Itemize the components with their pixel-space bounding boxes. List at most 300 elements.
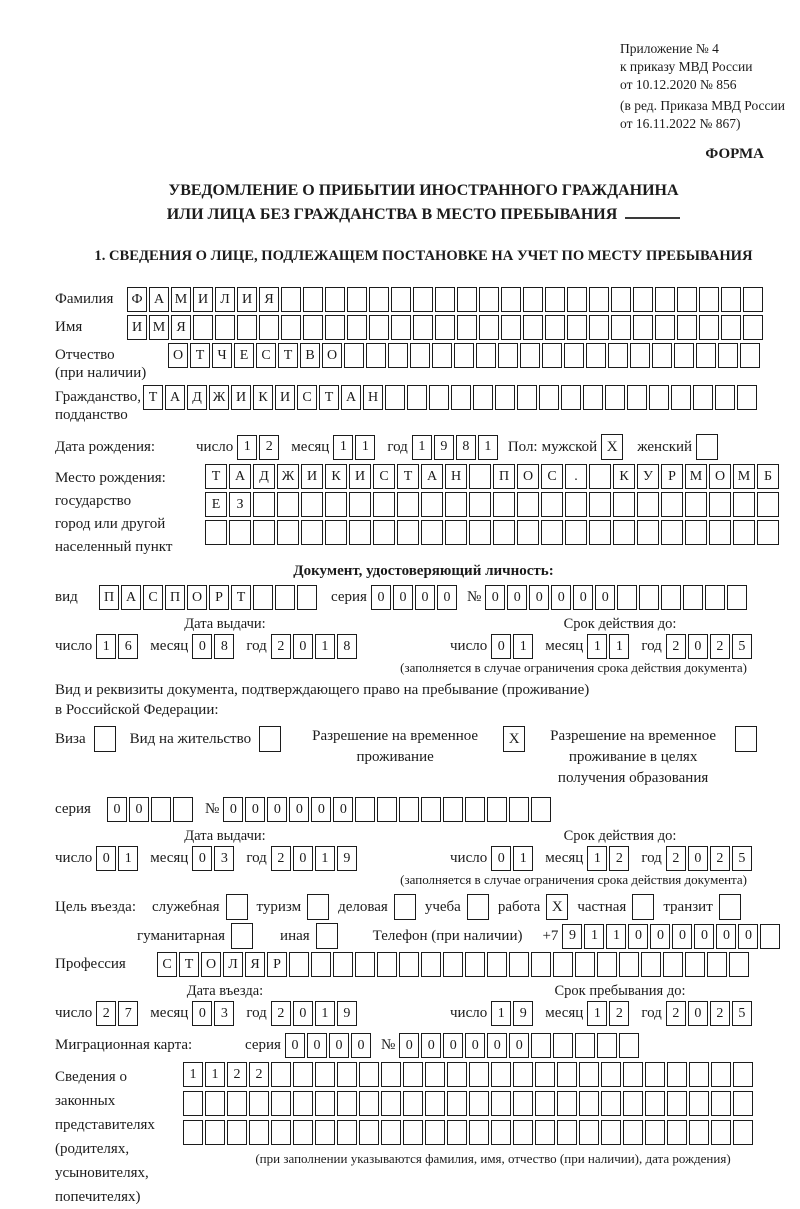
char-box[interactable]: 9 — [337, 846, 357, 871]
char-box[interactable]: 0 — [672, 924, 692, 949]
char-box[interactable]: 0 — [628, 924, 648, 949]
char-box[interactable]: О — [517, 464, 539, 489]
char-box[interactable] — [501, 315, 521, 340]
char-box[interactable] — [729, 952, 749, 977]
char-box[interactable] — [553, 952, 573, 977]
char-box[interactable]: 1 — [584, 924, 604, 949]
char-box[interactable]: 2 — [271, 1001, 291, 1026]
char-box[interactable] — [565, 492, 587, 517]
char-box[interactable]: П — [165, 585, 185, 610]
char-box[interactable] — [493, 492, 515, 517]
char-box[interactable] — [253, 585, 273, 610]
char-box[interactable]: 5 — [732, 634, 752, 659]
char-box[interactable]: И — [349, 464, 371, 489]
char-box[interactable] — [523, 315, 543, 340]
char-box[interactable]: 0 — [716, 924, 736, 949]
char-box[interactable]: 2 — [271, 846, 291, 871]
char-box[interactable] — [271, 1091, 291, 1116]
char-box[interactable]: Т — [397, 464, 419, 489]
char-box[interactable]: С — [541, 464, 563, 489]
char-box[interactable] — [293, 1062, 313, 1087]
char-box[interactable] — [557, 1120, 577, 1145]
char-box[interactable] — [553, 1033, 573, 1058]
char-box[interactable] — [495, 385, 515, 410]
char-box[interactable] — [608, 343, 628, 368]
char-box[interactable] — [520, 343, 540, 368]
char-box[interactable]: 0 — [107, 797, 127, 822]
char-box[interactable] — [303, 287, 323, 312]
char-box[interactable]: 3 — [214, 846, 234, 871]
char-box[interactable]: 1 — [315, 846, 335, 871]
char-box[interactable]: Н — [363, 385, 383, 410]
char-box[interactable]: 2 — [666, 846, 686, 871]
char-box[interactable] — [541, 520, 563, 545]
char-box[interactable]: 8 — [214, 634, 234, 659]
char-box[interactable] — [293, 1091, 313, 1116]
transit-checkbox[interactable] — [719, 894, 741, 920]
char-box[interactable] — [325, 520, 347, 545]
char-box[interactable] — [711, 1120, 731, 1145]
char-box[interactable] — [619, 1033, 639, 1058]
char-box[interactable] — [447, 1091, 467, 1116]
char-box[interactable] — [589, 315, 609, 340]
char-box[interactable]: О — [168, 343, 188, 368]
char-box[interactable]: З — [229, 492, 251, 517]
char-box[interactable] — [445, 492, 467, 517]
char-box[interactable] — [253, 520, 275, 545]
char-box[interactable] — [205, 1091, 225, 1116]
char-box[interactable] — [253, 492, 275, 517]
char-box[interactable]: 1 — [412, 435, 432, 460]
char-box[interactable]: 0 — [509, 1033, 529, 1058]
char-box[interactable] — [627, 385, 647, 410]
char-box[interactable] — [699, 315, 719, 340]
char-box[interactable]: 0 — [289, 797, 309, 822]
char-box[interactable]: А — [165, 385, 185, 410]
char-box[interactable]: Т — [190, 343, 210, 368]
char-box[interactable] — [557, 1062, 577, 1087]
char-box[interactable]: 0 — [485, 585, 505, 610]
char-box[interactable]: 0 — [192, 1001, 212, 1026]
char-box[interactable] — [513, 1091, 533, 1116]
char-box[interactable] — [733, 1120, 753, 1145]
char-box[interactable] — [721, 287, 741, 312]
char-box[interactable] — [699, 287, 719, 312]
char-box[interactable] — [619, 952, 639, 977]
char-box[interactable] — [432, 343, 452, 368]
char-box[interactable] — [611, 315, 631, 340]
char-box[interactable]: . — [565, 464, 587, 489]
char-box[interactable]: 0 — [293, 846, 313, 871]
char-box[interactable]: 0 — [393, 585, 413, 610]
char-box[interactable] — [711, 1062, 731, 1087]
char-box[interactable]: 1 — [513, 634, 533, 659]
char-box[interactable] — [685, 952, 705, 977]
char-box[interactable]: 5 — [732, 846, 752, 871]
char-box[interactable] — [707, 952, 727, 977]
private-checkbox[interactable] — [632, 894, 654, 920]
char-box[interactable] — [347, 287, 367, 312]
char-box[interactable] — [271, 1120, 291, 1145]
char-box[interactable] — [743, 287, 763, 312]
char-box[interactable] — [589, 287, 609, 312]
char-box[interactable]: 8 — [337, 634, 357, 659]
char-box[interactable] — [473, 385, 493, 410]
char-box[interactable] — [447, 1120, 467, 1145]
char-box[interactable]: 0 — [192, 634, 212, 659]
char-box[interactable] — [469, 520, 491, 545]
char-box[interactable] — [715, 385, 735, 410]
char-box[interactable] — [589, 464, 611, 489]
char-box[interactable] — [623, 1062, 643, 1087]
char-box[interactable] — [377, 952, 397, 977]
char-box[interactable] — [535, 1091, 555, 1116]
char-box[interactable]: П — [493, 464, 515, 489]
char-box[interactable]: 0 — [688, 846, 708, 871]
char-box[interactable] — [531, 797, 551, 822]
char-box[interactable]: 9 — [513, 1001, 533, 1026]
char-box[interactable] — [337, 1120, 357, 1145]
char-box[interactable]: 1 — [118, 846, 138, 871]
char-box[interactable] — [667, 1062, 687, 1087]
char-box[interactable]: 2 — [710, 634, 730, 659]
char-box[interactable] — [293, 1120, 313, 1145]
char-box[interactable] — [476, 343, 496, 368]
char-box[interactable] — [421, 520, 443, 545]
char-box[interactable]: Е — [234, 343, 254, 368]
study-checkbox[interactable] — [467, 894, 489, 920]
char-box[interactable]: 2 — [271, 634, 291, 659]
char-box[interactable]: И — [237, 287, 257, 312]
char-box[interactable] — [205, 1120, 225, 1145]
char-box[interactable] — [403, 1062, 423, 1087]
char-box[interactable]: 2 — [609, 846, 629, 871]
char-box[interactable] — [517, 492, 539, 517]
char-box[interactable] — [685, 492, 707, 517]
char-box[interactable]: Я — [259, 287, 279, 312]
char-box[interactable]: 0 — [415, 585, 435, 610]
char-box[interactable]: М — [733, 464, 755, 489]
char-box[interactable] — [469, 1120, 489, 1145]
char-box[interactable] — [740, 343, 760, 368]
char-box[interactable]: С — [143, 585, 163, 610]
char-box[interactable] — [667, 1120, 687, 1145]
char-box[interactable] — [479, 315, 499, 340]
char-box[interactable] — [517, 385, 537, 410]
char-box[interactable] — [454, 343, 474, 368]
char-box[interactable] — [661, 585, 681, 610]
char-box[interactable]: И — [275, 385, 295, 410]
char-box[interactable] — [399, 797, 419, 822]
char-box[interactable]: 6 — [118, 634, 138, 659]
char-box[interactable] — [567, 315, 587, 340]
residence-permit-checkbox[interactable] — [259, 726, 281, 752]
char-box[interactable] — [623, 1120, 643, 1145]
char-box[interactable] — [344, 343, 364, 368]
char-box[interactable] — [579, 1091, 599, 1116]
char-box[interactable]: 0 — [293, 634, 313, 659]
char-box[interactable]: 0 — [96, 846, 116, 871]
char-box[interactable] — [677, 287, 697, 312]
char-box[interactable] — [397, 492, 419, 517]
char-box[interactable] — [613, 492, 635, 517]
char-box[interactable] — [465, 797, 485, 822]
char-box[interactable] — [355, 952, 375, 977]
char-box[interactable]: С — [297, 385, 317, 410]
char-box[interactable] — [677, 315, 697, 340]
char-box[interactable] — [685, 520, 707, 545]
char-box[interactable]: 1 — [587, 846, 607, 871]
char-box[interactable] — [487, 797, 507, 822]
char-box[interactable]: И — [127, 315, 147, 340]
char-box[interactable] — [215, 315, 235, 340]
char-box[interactable] — [523, 287, 543, 312]
char-box[interactable]: 2 — [96, 1001, 116, 1026]
char-box[interactable]: 0 — [573, 585, 593, 610]
char-box[interactable] — [469, 464, 491, 489]
char-box[interactable] — [337, 1062, 357, 1087]
char-box[interactable]: 1 — [333, 435, 353, 460]
char-box[interactable] — [671, 385, 691, 410]
tourism-checkbox[interactable] — [307, 894, 329, 920]
char-box[interactable]: 1 — [609, 634, 629, 659]
char-box[interactable] — [421, 797, 441, 822]
char-box[interactable]: 0 — [245, 797, 265, 822]
char-box[interactable] — [381, 1091, 401, 1116]
char-box[interactable]: 1 — [491, 1001, 511, 1026]
char-box[interactable]: 0 — [507, 585, 527, 610]
char-box[interactable]: 0 — [694, 924, 714, 949]
char-box[interactable] — [397, 520, 419, 545]
work-checkbox[interactable]: X — [546, 894, 568, 920]
char-box[interactable] — [721, 315, 741, 340]
char-box[interactable]: 0 — [223, 797, 243, 822]
char-box[interactable]: 0 — [399, 1033, 419, 1058]
char-box[interactable] — [633, 287, 653, 312]
char-box[interactable]: 2 — [666, 1001, 686, 1026]
char-box[interactable]: Ч — [212, 343, 232, 368]
char-box[interactable]: 0 — [307, 1033, 327, 1058]
char-box[interactable]: А — [421, 464, 443, 489]
char-box[interactable] — [385, 385, 405, 410]
official-checkbox[interactable] — [226, 894, 248, 920]
char-box[interactable]: Е — [205, 492, 227, 517]
char-box[interactable] — [469, 1091, 489, 1116]
char-box[interactable]: Б — [757, 464, 779, 489]
char-box[interactable] — [391, 315, 411, 340]
char-box[interactable] — [457, 287, 477, 312]
char-box[interactable] — [655, 287, 675, 312]
char-box[interactable] — [509, 952, 529, 977]
char-box[interactable] — [737, 385, 757, 410]
char-box[interactable] — [633, 315, 653, 340]
char-box[interactable]: 0 — [491, 846, 511, 871]
char-box[interactable] — [333, 952, 353, 977]
char-box[interactable]: 7 — [118, 1001, 138, 1026]
char-box[interactable] — [637, 520, 659, 545]
char-box[interactable] — [733, 492, 755, 517]
char-box[interactable]: 0 — [487, 1033, 507, 1058]
char-box[interactable] — [391, 287, 411, 312]
char-box[interactable] — [465, 952, 485, 977]
char-box[interactable] — [421, 492, 443, 517]
char-box[interactable] — [407, 385, 427, 410]
char-box[interactable] — [259, 315, 279, 340]
char-box[interactable]: 1 — [513, 846, 533, 871]
char-box[interactable] — [381, 1062, 401, 1087]
char-box[interactable]: С — [256, 343, 276, 368]
char-box[interactable] — [421, 952, 441, 977]
char-box[interactable] — [303, 315, 323, 340]
char-box[interactable]: Т — [278, 343, 298, 368]
char-box[interactable]: 0 — [688, 634, 708, 659]
char-box[interactable] — [575, 952, 595, 977]
char-box[interactable]: 0 — [129, 797, 149, 822]
char-box[interactable]: 2 — [259, 435, 279, 460]
char-box[interactable]: Р — [661, 464, 683, 489]
char-box[interactable] — [743, 315, 763, 340]
char-box[interactable] — [727, 585, 747, 610]
char-box[interactable] — [493, 520, 515, 545]
sex-female-checkbox[interactable] — [696, 434, 718, 460]
char-box[interactable] — [443, 952, 463, 977]
char-box[interactable]: А — [121, 585, 141, 610]
char-box[interactable] — [531, 952, 551, 977]
char-box[interactable]: Л — [215, 287, 235, 312]
char-box[interactable] — [445, 520, 467, 545]
char-box[interactable] — [403, 1120, 423, 1145]
sex-male-checkbox[interactable]: X — [601, 434, 623, 460]
char-box[interactable]: 1 — [205, 1062, 225, 1087]
char-box[interactable] — [630, 343, 650, 368]
char-box[interactable] — [513, 1120, 533, 1145]
char-box[interactable]: И — [231, 385, 251, 410]
char-box[interactable]: Т — [205, 464, 227, 489]
char-box[interactable] — [613, 520, 635, 545]
char-box[interactable] — [639, 585, 659, 610]
char-box[interactable]: 2 — [609, 1001, 629, 1026]
char-box[interactable] — [289, 952, 309, 977]
char-box[interactable]: О — [709, 464, 731, 489]
char-box[interactable] — [369, 315, 389, 340]
char-box[interactable]: Т — [179, 952, 199, 977]
char-box[interactable] — [513, 1062, 533, 1087]
char-box[interactable]: 0 — [351, 1033, 371, 1058]
char-box[interactable]: 0 — [465, 1033, 485, 1058]
char-box[interactable]: 0 — [491, 634, 511, 659]
char-box[interactable]: А — [341, 385, 361, 410]
char-box[interactable] — [366, 343, 386, 368]
char-box[interactable] — [589, 520, 611, 545]
char-box[interactable] — [479, 287, 499, 312]
char-box[interactable]: 0 — [738, 924, 758, 949]
char-box[interactable]: Р — [209, 585, 229, 610]
char-box[interactable] — [641, 952, 661, 977]
char-box[interactable]: 0 — [329, 1033, 349, 1058]
char-box[interactable] — [315, 1091, 335, 1116]
other-checkbox[interactable] — [316, 923, 338, 949]
char-box[interactable] — [601, 1062, 621, 1087]
char-box[interactable]: А — [149, 287, 169, 312]
char-box[interactable] — [277, 492, 299, 517]
char-box[interactable] — [425, 1120, 445, 1145]
char-box[interactable] — [561, 385, 581, 410]
char-box[interactable]: 1 — [587, 1001, 607, 1026]
char-box[interactable]: И — [193, 287, 213, 312]
char-box[interactable] — [349, 520, 371, 545]
visa-checkbox[interactable] — [94, 726, 116, 752]
char-box[interactable] — [469, 492, 491, 517]
char-box[interactable]: 1 — [183, 1062, 203, 1087]
char-box[interactable] — [451, 385, 471, 410]
char-box[interactable] — [249, 1120, 269, 1145]
char-box[interactable]: Ф — [127, 287, 147, 312]
char-box[interactable] — [711, 1091, 731, 1116]
char-box[interactable]: К — [253, 385, 273, 410]
char-box[interactable]: А — [229, 464, 251, 489]
char-box[interactable] — [605, 385, 625, 410]
char-box[interactable] — [689, 1120, 709, 1145]
char-box[interactable] — [661, 492, 683, 517]
char-box[interactable] — [733, 1062, 753, 1087]
char-box[interactable] — [373, 492, 395, 517]
char-box[interactable] — [315, 1062, 335, 1087]
char-box[interactable] — [325, 492, 347, 517]
char-box[interactable]: 8 — [456, 435, 476, 460]
char-box[interactable]: 1 — [606, 924, 626, 949]
char-box[interactable] — [281, 315, 301, 340]
char-box[interactable]: 0 — [311, 797, 331, 822]
char-box[interactable] — [425, 1091, 445, 1116]
char-box[interactable] — [709, 492, 731, 517]
char-box[interactable] — [683, 585, 703, 610]
char-box[interactable] — [425, 1062, 445, 1087]
char-box[interactable]: Д — [253, 464, 275, 489]
char-box[interactable] — [237, 315, 257, 340]
char-box[interactable] — [399, 952, 419, 977]
char-box[interactable] — [542, 343, 562, 368]
char-box[interactable] — [645, 1091, 665, 1116]
char-box[interactable] — [733, 1091, 753, 1116]
char-box[interactable]: 3 — [214, 1001, 234, 1026]
char-box[interactable] — [517, 520, 539, 545]
char-box[interactable] — [249, 1091, 269, 1116]
char-box[interactable] — [377, 797, 397, 822]
char-box[interactable]: П — [99, 585, 119, 610]
char-box[interactable] — [709, 520, 731, 545]
char-box[interactable] — [301, 520, 323, 545]
char-box[interactable] — [674, 343, 694, 368]
char-box[interactable] — [373, 520, 395, 545]
char-box[interactable] — [579, 1120, 599, 1145]
char-box[interactable] — [535, 1062, 555, 1087]
char-box[interactable]: Д — [187, 385, 207, 410]
char-box[interactable]: К — [613, 464, 635, 489]
char-box[interactable] — [457, 315, 477, 340]
char-box[interactable]: Т — [319, 385, 339, 410]
char-box[interactable] — [491, 1091, 511, 1116]
char-box[interactable] — [205, 520, 227, 545]
char-box[interactable] — [381, 1120, 401, 1145]
char-box[interactable]: 0 — [192, 846, 212, 871]
char-box[interactable] — [413, 287, 433, 312]
char-box[interactable]: О — [201, 952, 221, 977]
char-box[interactable] — [193, 315, 213, 340]
char-box[interactable]: 0 — [529, 585, 549, 610]
char-box[interactable] — [655, 315, 675, 340]
char-box[interactable] — [491, 1120, 511, 1145]
char-box[interactable] — [597, 1033, 617, 1058]
